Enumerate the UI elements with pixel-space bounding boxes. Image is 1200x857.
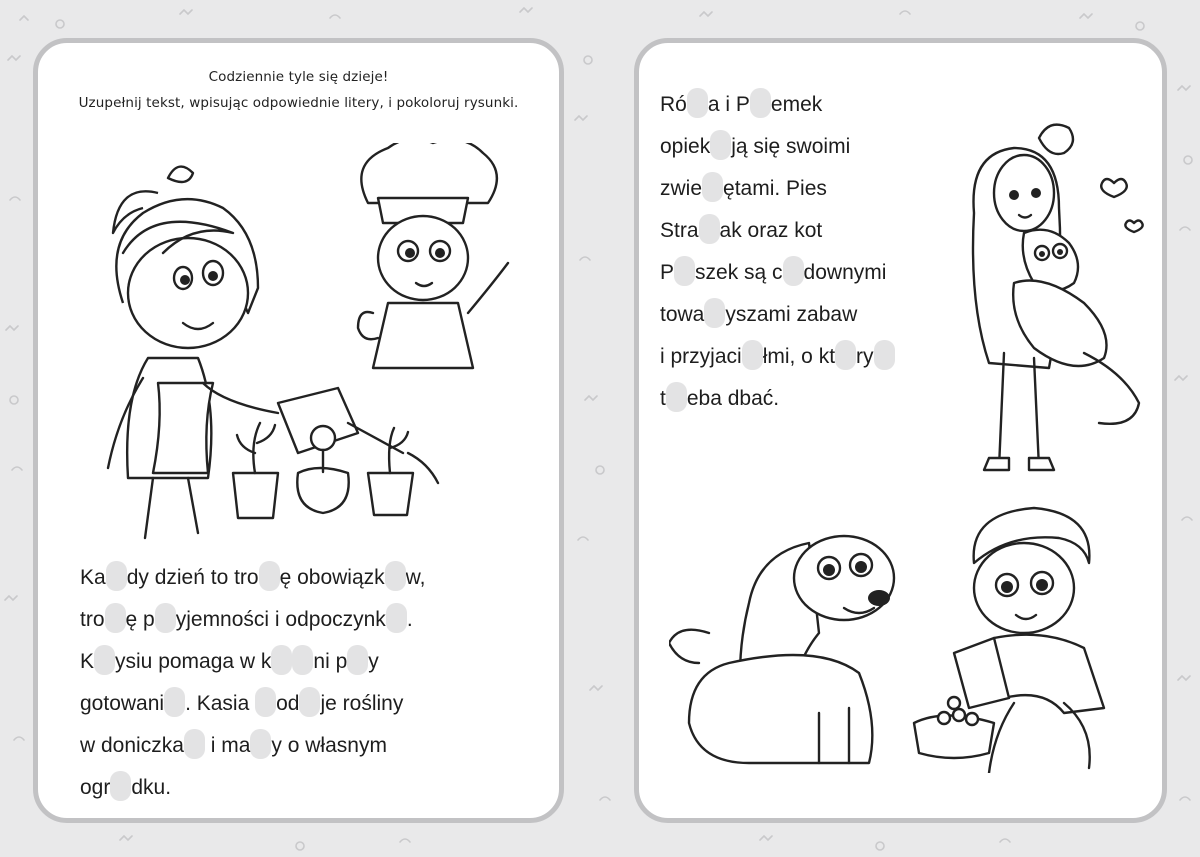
blank-box-input[interactable] <box>110 771 131 801</box>
line-fragment: yjemności i odpoczynk <box>175 608 386 631</box>
line-fragment: ak oraz kot <box>719 219 823 242</box>
blank-box-input[interactable] <box>710 130 731 160</box>
blank-box-input[interactable] <box>874 340 895 370</box>
exercise-line-4 <box>80 689 403 719</box>
blank-box-input[interactable] <box>292 645 313 675</box>
line-fragment: t <box>660 387 666 410</box>
blank-box-input[interactable] <box>155 603 176 633</box>
line-fragment: eba dbać. <box>686 387 780 410</box>
exercise-line-2 <box>660 132 850 162</box>
exercise-line-1 <box>80 563 426 593</box>
line-fragment: dku. <box>131 776 172 799</box>
line-fragment: zwie <box>660 177 703 200</box>
exercise-line-6 <box>80 773 171 803</box>
line-fragment: ę obowiązk <box>279 566 385 589</box>
line-fragment: ysiu pomaga w k <box>115 650 272 673</box>
exercise-line-2 <box>80 605 413 635</box>
exercise-line-3 <box>660 174 827 204</box>
exercise-line-6 <box>660 300 857 330</box>
blank-box-input[interactable] <box>250 729 271 759</box>
blank-box-input[interactable] <box>271 645 292 675</box>
line-fragment: łmi, o kt <box>762 345 836 368</box>
blank-box-input[interactable] <box>106 561 127 591</box>
blank-box-input[interactable] <box>385 561 406 591</box>
line-fragment: ry <box>856 345 874 368</box>
line-fragment: gotowani <box>80 692 165 715</box>
blank-box-input[interactable] <box>702 172 723 202</box>
blank-box-input[interactable] <box>742 340 763 370</box>
line-fragment: dy dzień to tro <box>126 566 259 589</box>
line-fragment: i przyjaci <box>660 345 742 368</box>
line-fragment: downymi <box>803 261 887 284</box>
line-fragment: w doniczka <box>80 734 184 757</box>
line-fragment: ni p <box>313 650 348 673</box>
blank-box-input[interactable] <box>299 687 320 717</box>
line-fragment: a i P <box>707 93 750 116</box>
blank-box-input[interactable] <box>674 256 695 286</box>
instruction: Uzupełnij tekst, wpisując odpowiednie litery, i pokoloruj rysunki. <box>78 95 519 111</box>
line-fragment: Ka <box>80 566 106 589</box>
blank-box-input[interactable] <box>666 382 687 412</box>
blank-box-input[interactable] <box>94 645 115 675</box>
exercise-line-5 <box>80 731 387 761</box>
line-fragment: i ma <box>204 734 251 757</box>
exercise-line-7 <box>660 342 895 372</box>
line-fragment: P <box>660 261 675 284</box>
line-fragment: yszami zabaw <box>725 303 858 326</box>
line-fragment: Stra <box>660 219 699 242</box>
line-fragment: . <box>406 608 413 631</box>
line-fragment: szek są c <box>695 261 783 284</box>
line-fragment: emek <box>770 93 823 116</box>
blank-box-input[interactable] <box>164 687 185 717</box>
blank-box-input[interactable] <box>835 340 856 370</box>
line-fragment: Ró <box>660 93 687 116</box>
line-fragment: ją się swoimi <box>731 135 851 158</box>
blank-box-input[interactable] <box>699 214 720 244</box>
line-fragment: y <box>368 650 379 673</box>
blank-box-input[interactable] <box>704 298 725 328</box>
blank-box-input[interactable] <box>184 729 205 759</box>
blank-box-input[interactable] <box>750 88 771 118</box>
page-title: Codziennie tyle się dzieje! <box>208 69 389 85</box>
right-worksheet-page <box>634 38 1167 823</box>
dog-illustration <box>669 523 909 773</box>
line-fragment: ę p <box>125 608 155 631</box>
exercise-line-8 <box>660 384 779 414</box>
line-fragment: opiek <box>660 135 711 158</box>
boy-feeding-pet-illustration <box>904 503 1134 773</box>
line-fragment: towa <box>660 303 705 326</box>
line-fragment: od <box>276 692 300 715</box>
blank-box-input[interactable] <box>687 88 708 118</box>
line-fragment: je rośliny <box>320 692 404 715</box>
line-fragment: ogr <box>80 776 111 799</box>
line-fragment: w, <box>405 566 426 589</box>
blank-box-input[interactable] <box>386 603 407 633</box>
line-fragment: K <box>80 650 95 673</box>
blank-box-input[interactable] <box>259 561 280 591</box>
left-worksheet-page <box>33 38 564 823</box>
girl-holding-cat-illustration <box>964 123 1164 473</box>
line-fragment: . Kasia <box>185 692 256 715</box>
boy-chef-illustration <box>348 143 518 373</box>
exercise-line-3 <box>80 647 379 677</box>
blank-box-input[interactable] <box>347 645 368 675</box>
exercise-line-1 <box>660 90 822 120</box>
exercise-line-4 <box>660 216 822 246</box>
blank-box-input[interactable] <box>783 256 804 286</box>
line-fragment: ętami. Pies <box>723 177 827 200</box>
line-fragment: y o własnym <box>271 734 387 757</box>
blank-box-input[interactable] <box>105 603 126 633</box>
exercise-line-5 <box>660 258 886 288</box>
blank-box-input[interactable] <box>255 687 276 717</box>
line-fragment: tro <box>80 608 105 631</box>
